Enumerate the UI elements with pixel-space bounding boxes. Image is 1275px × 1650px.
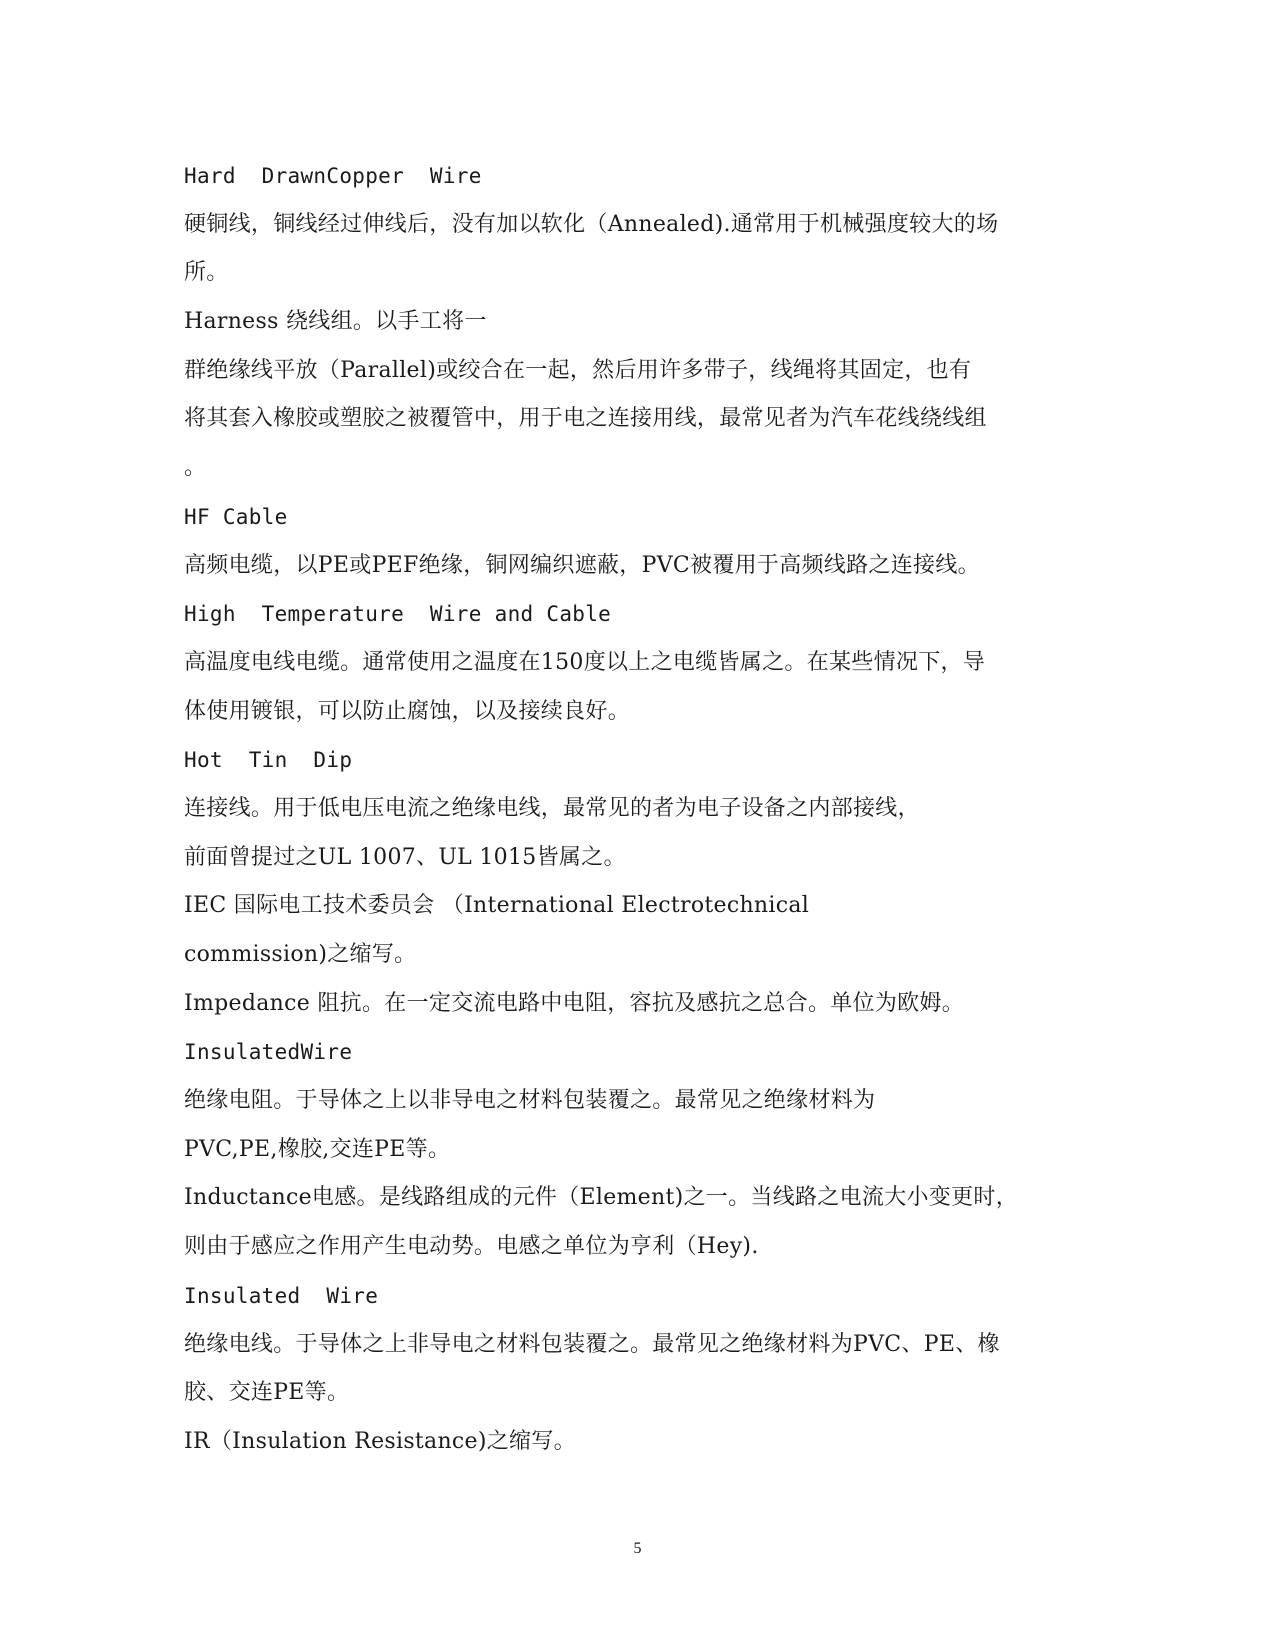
term-heading: High Temperature Wire and Cable xyxy=(184,602,612,627)
term-heading: InsulatedWire xyxy=(184,1040,353,1065)
page-body xyxy=(184,152,1089,1467)
term-heading: Hot Tin Dip xyxy=(184,748,353,773)
definition-text: 高温度电线电缆。通常使用之温度在150度以上之电缆皆属之。在某些情况下，导 xyxy=(184,649,986,675)
definition-text: 绝缘电阻。于导体之上以非导电之材料包装覆之。最常见之绝缘材料为 xyxy=(184,1088,876,1114)
term-heading: Insulated Wire xyxy=(184,1283,379,1308)
term-heading: IR（Insulation Resistance)之缩写。 xyxy=(184,1428,576,1454)
definition-text: commission)之缩写。 xyxy=(184,942,417,967)
term-heading: Inductance电感。是线路组成的元件（Element)之一。当线路之电流大小变更时， xyxy=(184,1185,1018,1211)
definition-text: 所。 xyxy=(184,260,229,286)
definition-text: 高频电缆，以PE或PEF绝缘，铜网编织遮蔽，PVC被覆用于高频线路之连接线。 xyxy=(184,552,980,578)
definition-text: 则由于感应之作用产生电动势。电感之单位为亨利（Hey). xyxy=(184,1234,759,1260)
term-heading: Impedance 阻抗。在一定交流电路中电阻，容抗及感抗之总合。单位为欧姆。 xyxy=(184,990,965,1016)
definition-text: 将其套入橡胶或塑胶之被覆管中，用于电之连接用线，最常见者为汽车花线绕线组 xyxy=(184,406,987,432)
term-heading: Harness 绕线组。以手工将一 xyxy=(184,309,487,335)
term-heading: IEC 国际电工技术委员会 （International Electrotechnical xyxy=(184,893,810,919)
definition-text: 前面曾提过之UL 1007、UL 1015皆属之。 xyxy=(184,844,626,870)
term-heading: HF Cable xyxy=(184,504,288,529)
term-heading: Hard DrawnCopper Wire xyxy=(184,164,482,188)
definition-text: 体使用镀银，可以防止腐蚀，以及接续良好。 xyxy=(184,698,631,724)
definition-text: PVC,PE,橡胶,交连PE等。 xyxy=(184,1136,451,1162)
definition-text: 。 xyxy=(184,455,207,481)
page-number: 5 xyxy=(633,1540,642,1557)
definition-text: 硬铜线，铜线经过伸线后，没有加以软化（Annealed).通常用于机械强度较大的场 xyxy=(184,211,999,237)
definition-text: 绝缘电线。于导体之上非导电之材料包装覆之。最常见之绝缘材料为PVC、PE、橡 xyxy=(184,1331,1000,1357)
definition-text: 连接线。用于低电压电流之绝缘电线，最常见的者为电子设备之内部接线， xyxy=(184,795,920,821)
definition-text: 胶、交连PE等。 xyxy=(184,1380,350,1406)
definition-text: 群绝缘线平放（Parallel)或绞合在一起，然后用许多带子，线绳将其固定，也有 xyxy=(184,357,972,383)
